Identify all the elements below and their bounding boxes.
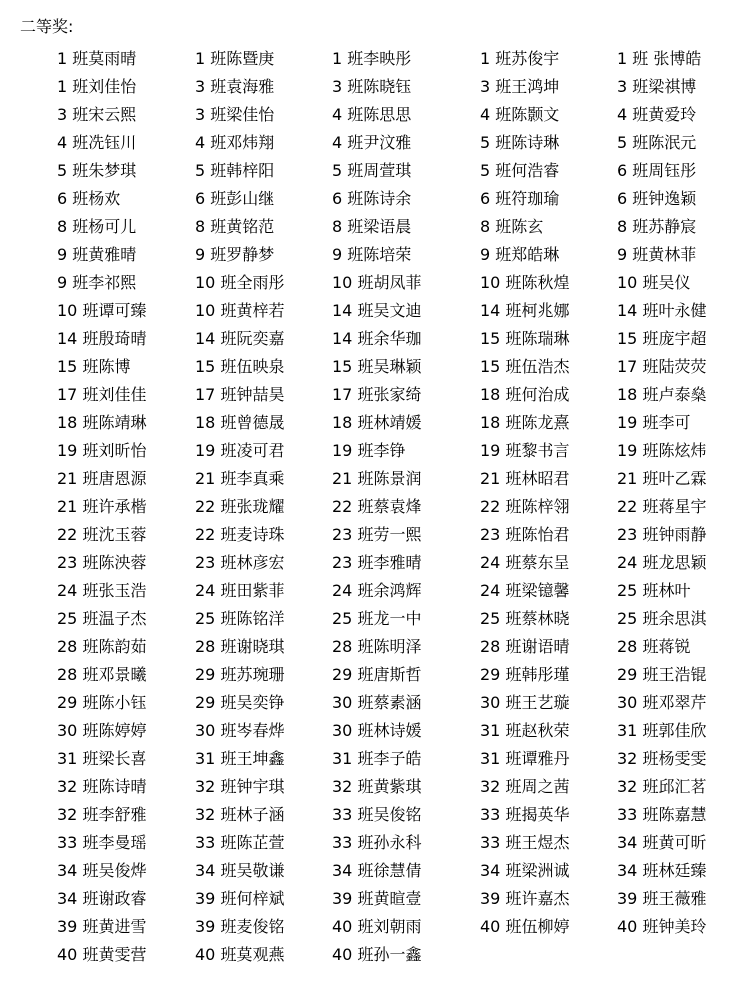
winner-name: 15 班庞宇超 — [617, 329, 707, 348]
winner-name: 8 班黄铭范 — [195, 217, 275, 236]
winner-name: 10 班胡凤菲 — [332, 273, 422, 292]
winner-name: 25 班林叶 — [617, 581, 691, 600]
winner-name: 39 班许嘉杰 — [480, 889, 570, 908]
winner-name: 34 班谢政睿 — [57, 889, 147, 908]
winner-name: 34 班徐慧倩 — [332, 861, 422, 880]
winner-name: 23 班劳一熙 — [332, 525, 422, 544]
winner-name: 9 班陈培荣 — [332, 245, 412, 264]
winner-name: 25 班龙一中 — [332, 609, 422, 628]
winner-row — [0, 605, 750, 633]
winner-name: 4 班邓炜翔 — [195, 133, 275, 152]
winner-name: 30 班岑春烨 — [195, 721, 285, 740]
winner-row — [0, 857, 750, 885]
winner-row — [0, 885, 750, 913]
winner-name: 18 班林靖媛 — [332, 413, 422, 432]
winner-row — [0, 689, 750, 717]
winner-row — [0, 801, 750, 829]
winner-name: 40 班黄雯营 — [57, 945, 147, 964]
winner-row — [0, 577, 750, 605]
winner-name: 34 班梁洲诚 — [480, 861, 570, 880]
winner-name: 6 班彭山继 — [195, 189, 275, 208]
winner-name: 29 班苏琬珊 — [195, 665, 285, 684]
winner-name: 33 班陈芷萱 — [195, 833, 285, 852]
winner-name: 4 班冼钰川 — [57, 133, 137, 152]
winner-row — [0, 73, 750, 101]
winner-row — [0, 521, 750, 549]
winner-name: 33 班李曼瑶 — [57, 833, 147, 852]
winner-name: 21 班许承楷 — [57, 497, 147, 516]
winner-name: 32 班陈诗晴 — [57, 777, 147, 796]
winner-name: 28 班陈明泽 — [332, 637, 422, 656]
winner-name: 39 班黄进雪 — [57, 917, 147, 936]
winner-row — [0, 633, 750, 661]
winner-name: 25 班蔡林晓 — [480, 609, 570, 628]
winner-row — [0, 353, 750, 381]
winner-row — [0, 297, 750, 325]
winner-name: 19 班陈炫炜 — [617, 441, 707, 460]
winner-row — [0, 493, 750, 521]
winner-name: 6 班符珈瑜 — [480, 189, 560, 208]
winner-name: 3 班宋云熙 — [57, 105, 137, 124]
winner-name: 30 班王艺璇 — [480, 693, 570, 712]
winner-name: 19 班刘昕怡 — [57, 441, 147, 460]
winner-name: 10 班谭可臻 — [57, 301, 147, 320]
winner-name: 5 班周萱琪 — [332, 161, 412, 180]
winner-name: 17 班张家绮 — [332, 385, 422, 404]
winner-name: 1 班李映彤 — [332, 49, 412, 68]
winner-name: 32 班周之茜 — [480, 777, 570, 796]
winner-name: 23 班钟雨静 — [617, 525, 707, 544]
winner-name: 18 班卢泰燊 — [617, 385, 707, 404]
winner-name: 21 班唐恩源 — [57, 469, 147, 488]
winner-name: 30 班蔡素涵 — [332, 693, 422, 712]
winner-row — [0, 941, 750, 969]
winner-name: 34 班林廷臻 — [617, 861, 707, 880]
winner-name: 32 班邱汇茗 — [617, 777, 707, 796]
winner-name: 40 班伍柳婷 — [480, 917, 570, 936]
winner-name: 29 班陈小钰 — [57, 693, 147, 712]
winner-name: 5 班何浩睿 — [480, 161, 560, 180]
winner-name: 8 班梁语晨 — [332, 217, 412, 236]
winner-row — [0, 157, 750, 185]
winner-name: 29 班韩彤瑾 — [480, 665, 570, 684]
winner-name: 24 班余鸿辉 — [332, 581, 422, 600]
winner-name: 33 班吴俊铭 — [332, 805, 422, 824]
winner-name: 34 班黄可昕 — [617, 833, 707, 852]
winner-name: 5 班朱梦琪 — [57, 161, 137, 180]
winner-name: 29 班吴奕铮 — [195, 693, 285, 712]
winner-name: 25 班余思淇 — [617, 609, 707, 628]
winner-name: 18 班何治成 — [480, 385, 570, 404]
winner-name: 31 班赵秋荣 — [480, 721, 570, 740]
winner-name: 18 班陈龙熹 — [480, 413, 570, 432]
winner-row — [0, 325, 750, 353]
winner-name: 31 班谭雅丹 — [480, 749, 570, 768]
winner-name: 4 班黄爱玲 — [617, 105, 697, 124]
winner-row — [0, 129, 750, 157]
winner-row — [0, 661, 750, 689]
winner-name: 3 班梁祺博 — [617, 77, 697, 96]
winner-name: 24 班田紫菲 — [195, 581, 285, 600]
winner-name: 24 班张玉浩 — [57, 581, 147, 600]
winner-name: 21 班李真乘 — [195, 469, 285, 488]
winner-name: 28 班谢语晴 — [480, 637, 570, 656]
winner-name: 1 班莫雨晴 — [57, 49, 137, 68]
winner-name: 32 班李舒雅 — [57, 805, 147, 824]
winner-row — [0, 549, 750, 577]
award-title: 二等奖: — [20, 17, 74, 36]
winner-name: 25 班温子杰 — [57, 609, 147, 628]
winner-name: 33 班孙永科 — [332, 833, 422, 852]
winner-row — [0, 213, 750, 241]
winner-name: 23 班陈怡君 — [480, 525, 570, 544]
winner-name: 1 班 张博皓 — [617, 49, 702, 68]
winner-name: 18 班曾德晟 — [195, 413, 285, 432]
winner-name: 8 班陈玄 — [480, 217, 544, 236]
winner-name: 25 班陈铭洋 — [195, 609, 285, 628]
winner-name: 8 班苏静宸 — [617, 217, 697, 236]
winner-name: 24 班梁镱馨 — [480, 581, 570, 600]
winner-name: 10 班陈秋煌 — [480, 273, 570, 292]
winner-name: 14 班柯兆娜 — [480, 301, 570, 320]
winner-name: 40 班刘朝雨 — [332, 917, 422, 936]
winner-name: 22 班蔡袁烽 — [332, 497, 422, 516]
winner-row — [0, 241, 750, 269]
winner-name: 5 班韩梓阳 — [195, 161, 275, 180]
winner-name: 17 班陆荧荧 — [617, 357, 707, 376]
winner-name: 10 班全雨彤 — [195, 273, 285, 292]
winner-name: 9 班黄林菲 — [617, 245, 697, 264]
winner-name: 6 班陈诗余 — [332, 189, 412, 208]
winner-name: 21 班陈景润 — [332, 469, 422, 488]
winner-name: 33 班王煜杰 — [480, 833, 570, 852]
winner-name: 21 班林昭君 — [480, 469, 570, 488]
winner-name: 17 班钟喆昊 — [195, 385, 285, 404]
winner-name: 22 班蒋星宇 — [617, 497, 707, 516]
winner-name: 3 班陈晓钰 — [332, 77, 412, 96]
winner-name: 3 班梁佳怡 — [195, 105, 275, 124]
winner-name: 28 班蒋锐 — [617, 637, 691, 656]
winner-row — [0, 829, 750, 857]
winner-name: 29 班王浩锟 — [617, 665, 707, 684]
winner-name: 40 班孙一鑫 — [332, 945, 422, 964]
winner-row — [0, 45, 750, 73]
winner-name: 19 班凌可君 — [195, 441, 285, 460]
winner-name: 34 班吴敬谦 — [195, 861, 285, 880]
winner-name: 32 班钟宇琪 — [195, 777, 285, 796]
winner-name: 14 班余华珈 — [332, 329, 422, 348]
winner-name: 28 班邓景曦 — [57, 665, 147, 684]
winner-name: 19 班李铮 — [332, 441, 406, 460]
winner-name: 8 班杨可儿 — [57, 217, 137, 236]
winner-name: 33 班陈嘉慧 — [617, 805, 707, 824]
winner-row — [0, 381, 750, 409]
winner-name: 9 班李祁熙 — [57, 273, 137, 292]
winner-name: 3 班袁海雅 — [195, 77, 275, 96]
winner-name: 22 班麦诗珠 — [195, 525, 285, 544]
winner-name: 1 班陈暨庚 — [195, 49, 275, 68]
winner-name: 28 班谢晓琪 — [195, 637, 285, 656]
winner-name: 4 班尹汶雅 — [332, 133, 412, 152]
winner-row — [0, 465, 750, 493]
winner-row — [0, 185, 750, 213]
winner-name: 14 班吴文迪 — [332, 301, 422, 320]
winner-name: 23 班林彦宏 — [195, 553, 285, 572]
winner-row — [0, 717, 750, 745]
winner-name: 9 班罗静梦 — [195, 245, 275, 264]
winner-name: 31 班梁长喜 — [57, 749, 147, 768]
winner-name: 9 班黄雅晴 — [57, 245, 137, 264]
winner-name: 14 班阮奕嘉 — [195, 329, 285, 348]
winner-name: 5 班陈诗琳 — [480, 133, 560, 152]
winner-name: 33 班揭英华 — [480, 805, 570, 824]
winner-name: 22 班沈玉蓉 — [57, 525, 147, 544]
winner-name: 29 班唐斯哲 — [332, 665, 422, 684]
winner-row — [0, 913, 750, 941]
winner-name: 23 班陈泱蓉 — [57, 553, 147, 572]
winner-name: 15 班陈博 — [57, 357, 131, 376]
winner-name: 31 班李子皓 — [332, 749, 422, 768]
winner-name: 19 班李可 — [617, 413, 691, 432]
winner-name: 39 班何梓斌 — [195, 889, 285, 908]
winner-row — [0, 409, 750, 437]
winner-name: 22 班陈梓翎 — [480, 497, 570, 516]
winner-name: 22 班张珑耀 — [195, 497, 285, 516]
winner-name: 15 班伍浩杰 — [480, 357, 570, 376]
winner-name: 10 班吴仪 — [617, 273, 691, 292]
winner-name: 5 班陈泯元 — [617, 133, 697, 152]
winner-name: 17 班刘佳佳 — [57, 385, 147, 404]
winner-name: 32 班黄紫琪 — [332, 777, 422, 796]
winner-name: 24 班龙思颖 — [617, 553, 707, 572]
winner-row — [0, 745, 750, 773]
winner-name: 6 班杨欢 — [57, 189, 121, 208]
winner-name: 34 班吴俊烨 — [57, 861, 147, 880]
winner-row — [0, 269, 750, 297]
winner-name: 30 班陈婷婷 — [57, 721, 147, 740]
winner-name: 23 班李雅晴 — [332, 553, 422, 572]
winner-name: 39 班黄暄壹 — [332, 889, 422, 908]
winner-name: 39 班麦俊铭 — [195, 917, 285, 936]
winner-name: 6 班钟逸颖 — [617, 189, 697, 208]
winner-name: 1 班苏俊宇 — [480, 49, 560, 68]
winner-name: 4 班陈颢文 — [480, 105, 560, 124]
winner-name: 9 班郑皓琳 — [480, 245, 560, 264]
winner-name: 3 班王鸿坤 — [480, 77, 560, 96]
winner-name: 15 班吴琳颖 — [332, 357, 422, 376]
winner-name: 1 班刘佳怡 — [57, 77, 137, 96]
winner-name: 19 班黎书言 — [480, 441, 570, 460]
winner-name: 21 班叶乙霖 — [617, 469, 707, 488]
winner-name: 30 班邓翠芹 — [617, 693, 707, 712]
winner-name: 31 班王坤鑫 — [195, 749, 285, 768]
winner-name: 10 班黄梓若 — [195, 301, 285, 320]
winner-name: 32 班林子涵 — [195, 805, 285, 824]
winner-name: 14 班殷琦晴 — [57, 329, 147, 348]
winner-name: 15 班伍映泉 — [195, 357, 285, 376]
winner-grid — [0, 45, 750, 969]
winner-name: 31 班郭佳欣 — [617, 721, 707, 740]
winner-name: 24 班蔡东呈 — [480, 553, 570, 572]
winner-name: 14 班叶永健 — [617, 301, 707, 320]
winner-name: 39 班王薇雅 — [617, 889, 707, 908]
winner-row — [0, 101, 750, 129]
winner-name: 32 班杨雯雯 — [617, 749, 707, 768]
winner-name: 4 班陈思思 — [332, 105, 412, 124]
winner-name: 18 班陈靖琳 — [57, 413, 147, 432]
winner-name: 28 班陈韵茹 — [57, 637, 147, 656]
winner-row — [0, 437, 750, 465]
winner-name: 15 班陈瑞琳 — [480, 329, 570, 348]
winner-name: 40 班莫观燕 — [195, 945, 285, 964]
winner-name: 6 班周钰彤 — [617, 161, 697, 180]
winner-name: 30 班林诗媛 — [332, 721, 422, 740]
winner-row — [0, 773, 750, 801]
winner-name: 40 班钟美玲 — [617, 917, 707, 936]
